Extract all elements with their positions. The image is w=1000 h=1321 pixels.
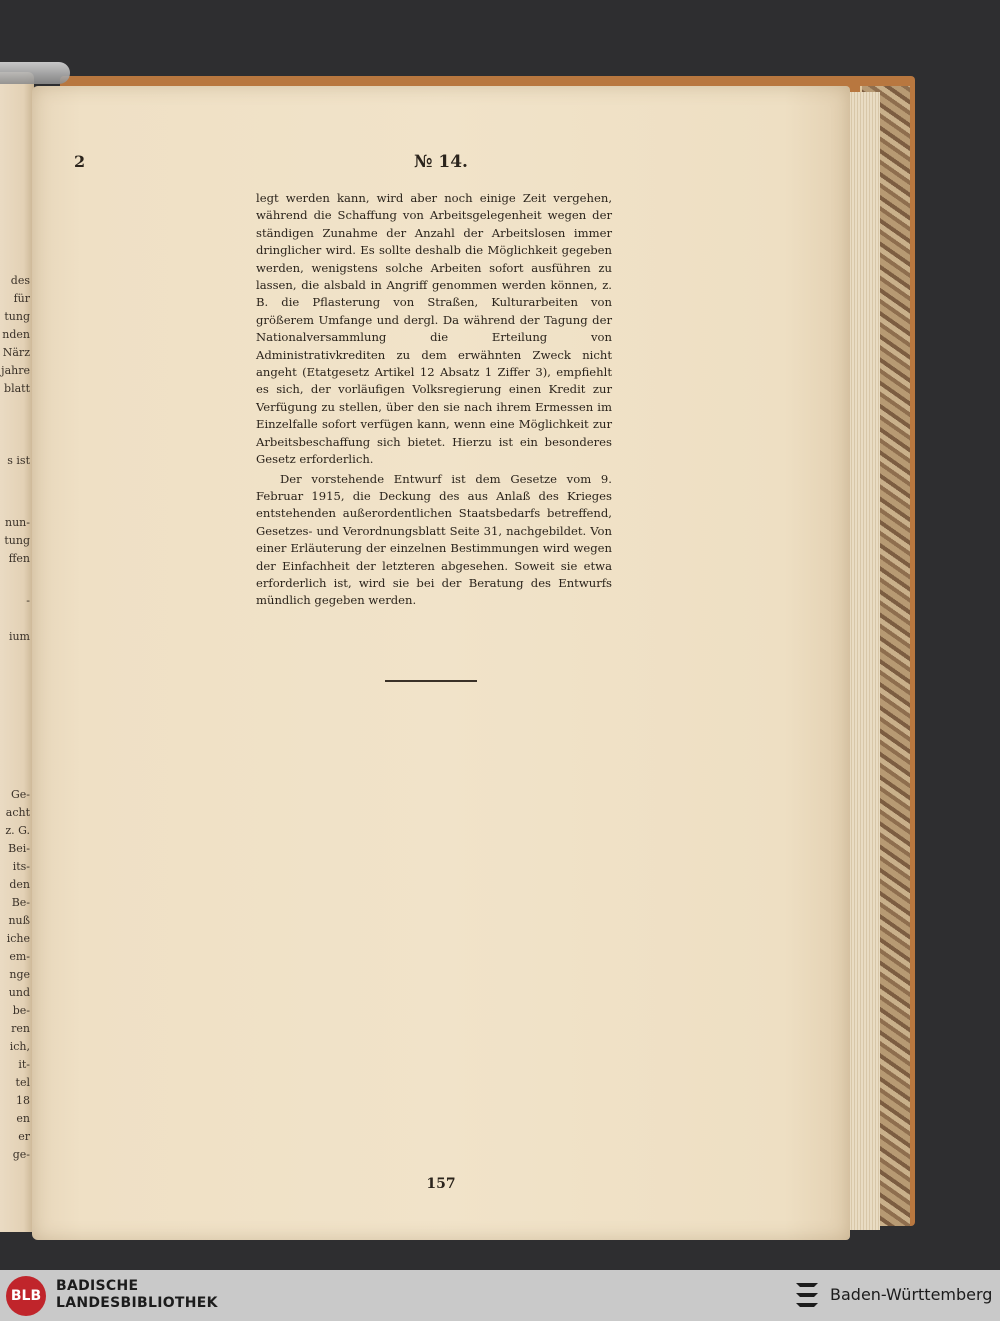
left-page-fragment: 18 <box>16 1094 30 1107</box>
viewer-footer-bar <box>0 1270 1000 1321</box>
left-page-fragment: em- <box>9 950 30 963</box>
left-page-fragment: nge <box>9 968 30 981</box>
state-name[interactable]: Baden-Württemberg <box>830 1285 993 1304</box>
left-page-fragment: be- <box>12 1004 30 1017</box>
left-page-fragment: acht <box>5 806 30 819</box>
left-page-fragment: Bei- <box>8 842 30 855</box>
left-page-fragment: Närz <box>2 346 30 359</box>
paragraph-1: legt werden kann, wird aber noch einige Zeit vergehen, während die Schaffung von Arbeitsgelegenheit wegen der ständigen Zunahme der Anzahl der Arbeitslosen immer dringlicher wird. Es sollte deshalb die Möglichkeit gegeben werden, wenigstens solche Arbeiten sofort ausführen zu lassen, die alsbald in Angriff genommen werden können, z. B. die Pflasterung von Straßen, Kulturarbeiten von größerem Umfange und dergl. Da während der Tagung der Nationalversammlung die Erteilung von Administrativkrediten zu dem erwähnten Zweck nicht angeht (Etatgesetz Artikel 12 Absatz 1 Ziffer 3), empfiehlt es sich, der vorläufigen Volksregierung einen Kredit zur Verfügung zu stellen, über den sie nach ihrem Ermessen im Einzelfalle sofort verfügen kann, wenn eine Möglichkeit zur Arbeitsbeschaffung sich bietet. Hierzu ist ein besonderes Gesetz erforderlich. <box>256 191 612 467</box>
left-page-fragment: er <box>18 1130 30 1143</box>
left-page-fragment: ffen <box>8 552 30 565</box>
left-page-fragment: blatt <box>4 382 30 395</box>
document-page <box>32 86 850 1240</box>
left-page-fragment: it- <box>18 1058 30 1071</box>
paragraph-2: Der vorstehende Entwurf ist dem Gesetze vom 9. Februar 1915, die Deckung des aus Anlaß des Krieges entstehenden außerordentlichen Staatsbedarfs betreffend, Gesetzes- und Verordnungsblatt Seite 31, nachgebildet. Von einer Erläuterung der einzelnen Bestimmungen wird wegen der Einfachheit der letzteren abgesehen. Soweit sie etwa erforderlich ist, wird sie bei der Beratung des Entwurfs mündlich gegeben werden. <box>256 471 612 608</box>
left-page-fragment: ge- <box>12 1148 30 1161</box>
left-page-fragment: Be- <box>11 896 30 909</box>
left-page-fragment: den <box>9 878 30 891</box>
left-page-fragment: nun- <box>5 516 30 529</box>
left-page-fragment: s ist <box>7 454 30 467</box>
left-page-fragment: ren <box>11 1022 30 1035</box>
state-lions-logo-icon[interactable] <box>792 1277 822 1315</box>
left-page-fragment: nden <box>2 328 30 341</box>
library-name[interactable] <box>56 1278 218 1312</box>
left-page-fragment: jahre <box>1 364 30 377</box>
left-page-fragment: ium <box>8 630 30 643</box>
left-page-fragment: iche <box>6 932 30 945</box>
page-clip <box>0 62 70 84</box>
section-divider-rule <box>385 680 477 682</box>
left-page-fragment: tung <box>4 310 30 323</box>
left-page-fragment: - <box>26 594 30 607</box>
left-page-fragment: tel <box>15 1076 30 1089</box>
left-page-fragment: ich, <box>9 1040 30 1053</box>
left-page-fragment: en <box>16 1112 30 1125</box>
blb-logo[interactable]: BLB <box>6 1276 46 1316</box>
left-page-fragment: für <box>13 292 30 305</box>
left-page-fragment: z. G. <box>5 824 30 837</box>
left-facing-page <box>0 72 34 1232</box>
left-page-fragment: tung <box>4 534 30 547</box>
page-header-title: № 14. <box>414 152 468 172</box>
left-page-fragment: nuß <box>8 914 30 927</box>
library-name-line1: BADISCHE <box>56 1278 139 1294</box>
library-name-line2: LANDESBIBLIOTHEK <box>56 1295 218 1311</box>
left-page-fragment: Ge- <box>10 788 30 801</box>
left-page-fragment: des <box>10 274 30 287</box>
page-number-left: 2 <box>74 152 86 171</box>
page-footer-number: 157 <box>426 1176 456 1192</box>
left-page-fragment: its- <box>12 860 30 873</box>
left-page-fragment: und <box>8 986 30 999</box>
body-text <box>256 190 612 610</box>
